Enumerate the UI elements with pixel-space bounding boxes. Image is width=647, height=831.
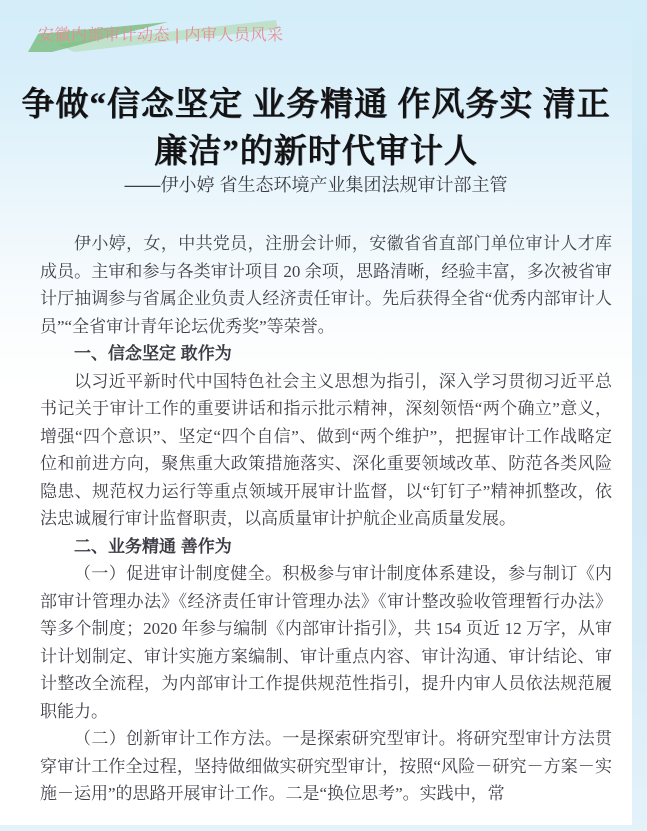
article-paragraph: （一）促进审计制度健全。积极参与审计制度体系建设，参与制订《内部审计管理办法》《经济责任审计管理办法》《审计整改验收管理暂行办法》等多个制度；2020 年参与编制《内部审计指引》，共 154 页近 12 万字，从审计计划制定、审计实施方案编制、审计重点内容、审计沟通、审计结论、审计整改全流程，为内部审计工作提供规范性指引，提升内审人员依法规范履职能力。 <box>40 564 612 721</box>
article-paragraph: （二）创新审计工作方法。一是探索研究型审计。将研究型审计方法贯穿审计工作全过程，坚持做细做实研究型审计，按照“风险－研究－方案－实施－运用”的思路开展审计工作。二是“换位思考”。实践中，常 <box>40 729 612 803</box>
brand-label: 安徽内部审计动态 | 内审人员风采 <box>38 27 284 44</box>
header-brand <box>28 12 328 56</box>
article-subtitle: ——伊小婷 省生态环境产业集团法规审计部主管 <box>124 175 508 195</box>
article-title: 争做“信念坚定 业务精通 作风务实 清正廉洁”的新时代审计人 <box>21 87 611 170</box>
section-heading: 二、业务精通 善作为 <box>74 536 232 556</box>
article-paragraph: 伊小婷，女，中共党员，注册会计师，安徽省省直部门单位审计人才库成员。主审和参与各类审计项目 20 余项，思路清晰，经验丰富，多次被省审计厅抽调参与省属企业负责人经济责任审计。先后获得全省“优秀内部审计人员”“全省审计青年论坛优秀奖”等荣誉。 <box>40 234 612 336</box>
article-paragraph: 以习近平新时代中国特色社会主义思想为指引，深入学习贯彻习近平总书记关于审计工作的重要讲话和指示批示精神，深刻领悟“两个确立”意义，增强“四个意识”、坚定“四个自信”、做到“两个维护”，把握审计工作战略定位和前进方向，聚焦重大政策措施落实、深化重要领域改革、防范各类风险隐患、规范权力运行等重点领域开展审计监督，以“钉钉子”精神抓整改，依法忠诚履行审计监督职责，以高质量审计护航企业高质量发展。 <box>40 371 612 528</box>
section-heading: 一、信念坚定 敢作为 <box>74 344 232 363</box>
article-body <box>40 230 612 808</box>
